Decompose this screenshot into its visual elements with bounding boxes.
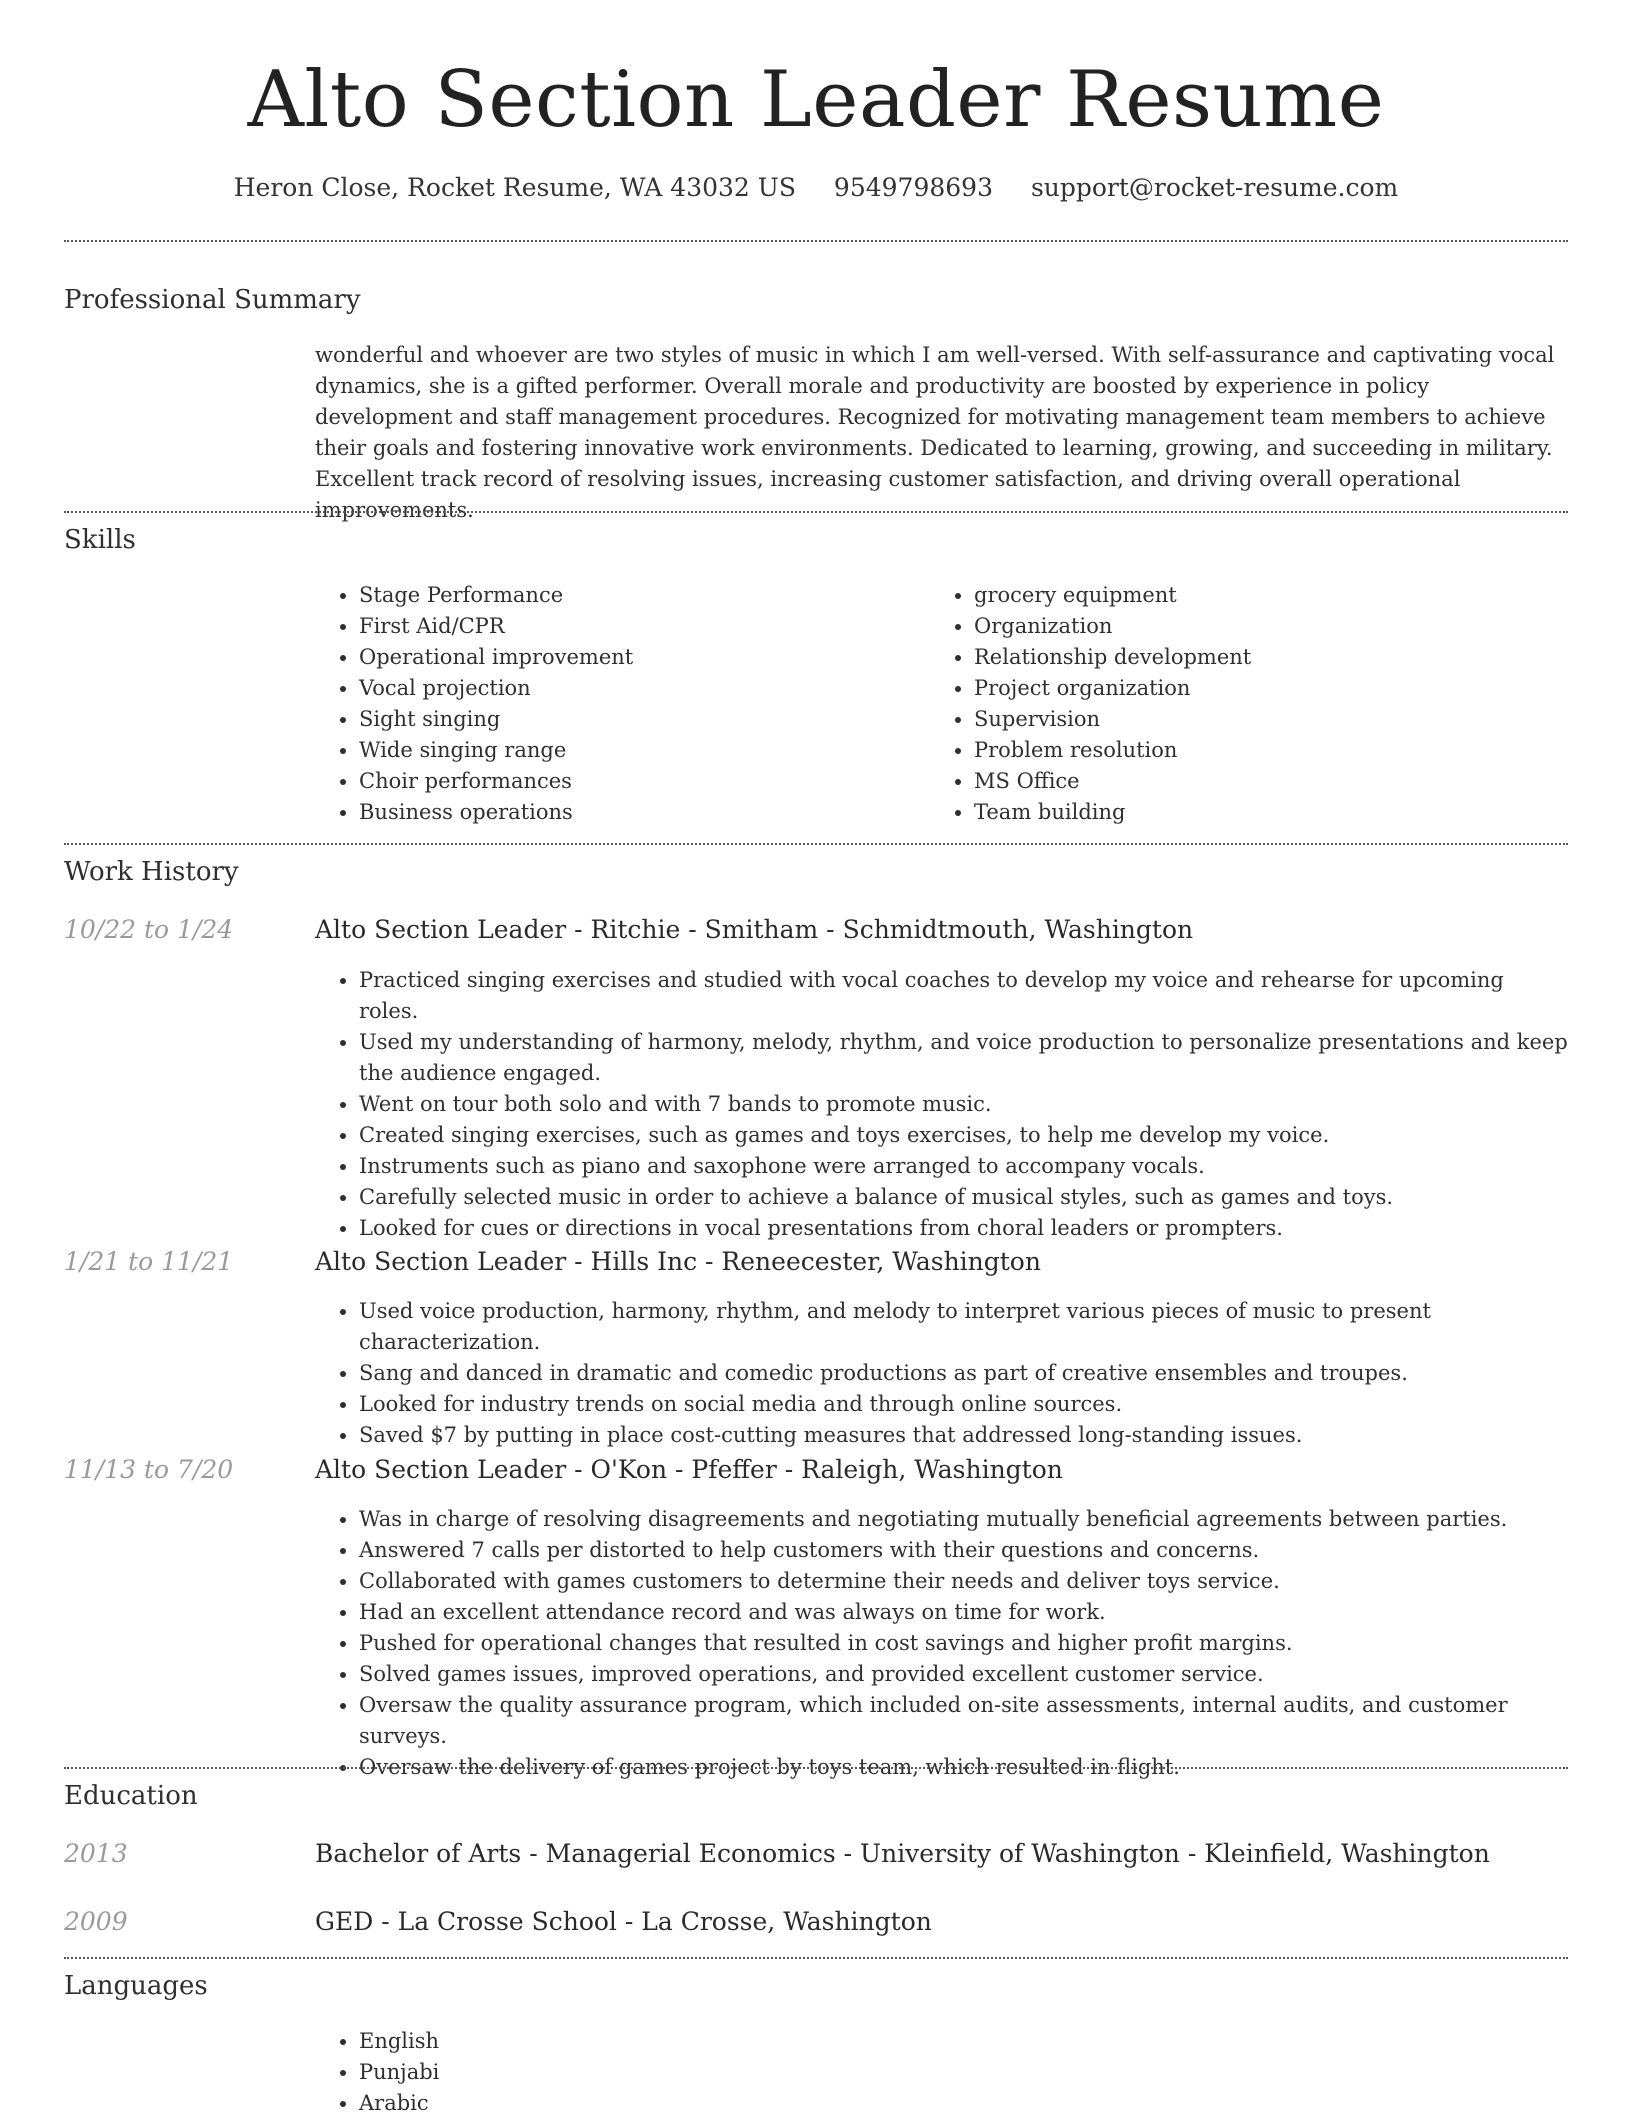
job-duty-item: • Looked for industry trends on social media and through online sources. xyxy=(359,1389,1568,1420)
languages-heading: Languages xyxy=(64,1971,208,2001)
contact-line xyxy=(64,170,1568,206)
job-duty-list xyxy=(315,1296,1568,1451)
section-divider xyxy=(64,511,1568,513)
job-title: Alto Section Leader - Hills Inc - Reneecester, Washington xyxy=(315,1247,1041,1276)
job-title: Alto Section Leader - Ritchie - Smitham - Schmidtmouth, Washington xyxy=(315,915,1194,944)
language-item: • Punjabi xyxy=(359,2057,915,2088)
languages-list-wrap xyxy=(315,2026,915,2119)
job-duty-item: • Used my understanding of harmony, melody, rhythm, and voice production to personalize presentations and keep the audience engaged. xyxy=(359,1027,1568,1089)
skills-right-column xyxy=(930,580,1530,828)
summary-text: wonderful and whoever are two styles of music in which I am well-versed. With self-assurance and captivating vocal dynamics, she is a gifted performer. Overall morale and productivity are boosted by experience in policy development and staff management procedures. Recognized for motivating management team members to achieve their goals and fostering innovative work environments. Dedicated to learning, growing, and succeeding in military. Excellent track record of resolving issues, increasing customer satisfaction, and driving overall operational improvements. xyxy=(315,343,1555,522)
skill-item: • First Aid/CPR xyxy=(359,611,915,642)
work-heading: Work History xyxy=(64,857,239,887)
job-duty-item: • Practiced singing exercises and studied with vocal coaches to develop my voice and rehearse for upcoming roles. xyxy=(359,965,1568,1027)
job-duty-item: • Instruments such as piano and saxophone were arranged to accompany vocals. xyxy=(359,1151,1568,1182)
job-date: 11/13 to 7/20 xyxy=(64,1455,234,1484)
skill-item: • Project organization xyxy=(974,673,1530,704)
skill-item: • Choir performances xyxy=(359,766,915,797)
skill-item: • Relationship development xyxy=(974,642,1530,673)
education-title: Bachelor of Arts - Managerial Economics - University of Washington - Kleinfield, Washington xyxy=(315,1839,1490,1868)
job-duties xyxy=(315,1296,1568,1451)
job-duty-item: • Answered 7 calls per distorted to help customers with their questions and concerns. xyxy=(359,1535,1568,1566)
contact-phone: 9549798693 xyxy=(833,173,993,202)
job-duty-item: • Oversaw the delivery of games project by toys team, which resulted in flight. xyxy=(359,1752,1568,1783)
education-heading: Education xyxy=(64,1781,198,1811)
skills-list-left xyxy=(315,580,915,828)
job-title: Alto Section Leader - O'Kon - Pfeffer - Raleigh, Washington xyxy=(315,1455,1063,1484)
job-duty-item: • Went on tour both solo and with 7 bands to promote music. xyxy=(359,1089,1568,1120)
job-duty-item: • Used voice production, harmony, rhythm, and melody to interpret various pieces of music to present characterization. xyxy=(359,1296,1568,1358)
section-divider xyxy=(64,843,1568,845)
section-divider xyxy=(64,1767,1568,1769)
skill-item: • Business operations xyxy=(359,797,915,828)
section-divider xyxy=(64,1957,1568,1959)
language-item: • English xyxy=(359,2026,915,2057)
job-duty-item: • Looked for cues or directions in vocal presentations from choral leaders or prompters. xyxy=(359,1213,1568,1244)
skill-item: • Wide singing range xyxy=(359,735,915,766)
skills-list-right xyxy=(930,580,1530,828)
skill-item: • Team building xyxy=(974,797,1530,828)
skill-item: • Sight singing xyxy=(359,704,915,735)
languages-list xyxy=(315,2026,915,2119)
contact-email[interactable]: support@rocket-resume.com xyxy=(1030,173,1399,202)
job-date: 1/21 to 11/21 xyxy=(64,1247,234,1276)
education-title: GED - La Crosse School - La Crosse, Washington xyxy=(315,1907,932,1936)
job-duty-item: • Created singing exercises, such as games and toys exercises, to help me develop my voice. xyxy=(359,1120,1568,1151)
job-duty-item: • Pushed for operational changes that resulted in cost savings and higher profit margins. xyxy=(359,1628,1568,1659)
section-divider xyxy=(64,240,1568,242)
language-item: • Arabic xyxy=(359,2088,915,2119)
job-duty-item: • Was in charge of resolving disagreements and negotiating mutually beneficial agreements between parties. xyxy=(359,1504,1568,1535)
resume-title: Alto Section Leader Resume xyxy=(247,55,1385,145)
job-duty-item: • Saved $7 by putting in place cost-cutting measures that addressed long-standing issues. xyxy=(359,1420,1568,1451)
education-date: 2013 xyxy=(64,1839,128,1868)
job-duty-item: • Sang and danced in dramatic and comedic productions as part of creative ensembles and troupes. xyxy=(359,1358,1568,1389)
job-date: 10/22 to 1/24 xyxy=(64,915,234,944)
job-duty-item: • Solved games issues, improved operations, and provided excellent customer service. xyxy=(359,1659,1568,1690)
job-duty-list xyxy=(315,1504,1568,1783)
summary-heading: Professional Summary xyxy=(64,285,361,315)
skill-item: • Stage Performance xyxy=(359,580,915,611)
skill-item: • Vocal projection xyxy=(359,673,915,704)
skills-heading: Skills xyxy=(64,525,136,555)
job-duty-item: • Collaborated with games customers to determine their needs and deliver toys service. xyxy=(359,1566,1568,1597)
skill-item: • MS Office xyxy=(974,766,1530,797)
job-duties xyxy=(315,965,1568,1244)
skill-item: • grocery equipment xyxy=(974,580,1530,611)
skill-item: • Supervision xyxy=(974,704,1530,735)
skill-item: • Problem resolution xyxy=(974,735,1530,766)
job-duty-item: • Oversaw the quality assurance program, which included on-site assessments, internal audits, and customer surveys. xyxy=(359,1690,1568,1752)
skill-item: • Organization xyxy=(974,611,1530,642)
education-date: 2009 xyxy=(64,1907,128,1936)
job-duties xyxy=(315,1504,1568,1783)
job-duty-item: • Carefully selected music in order to achieve a balance of musical styles, such as games and toys. xyxy=(359,1182,1568,1213)
job-duty-item: • Had an excellent attendance record and was always on time for work. xyxy=(359,1597,1568,1628)
skills-left-column xyxy=(315,580,915,828)
job-duty-list xyxy=(315,965,1568,1244)
skill-item: • Operational improvement xyxy=(359,642,915,673)
contact-address: Heron Close, Rocket Resume, WA 43032 US xyxy=(233,173,796,202)
